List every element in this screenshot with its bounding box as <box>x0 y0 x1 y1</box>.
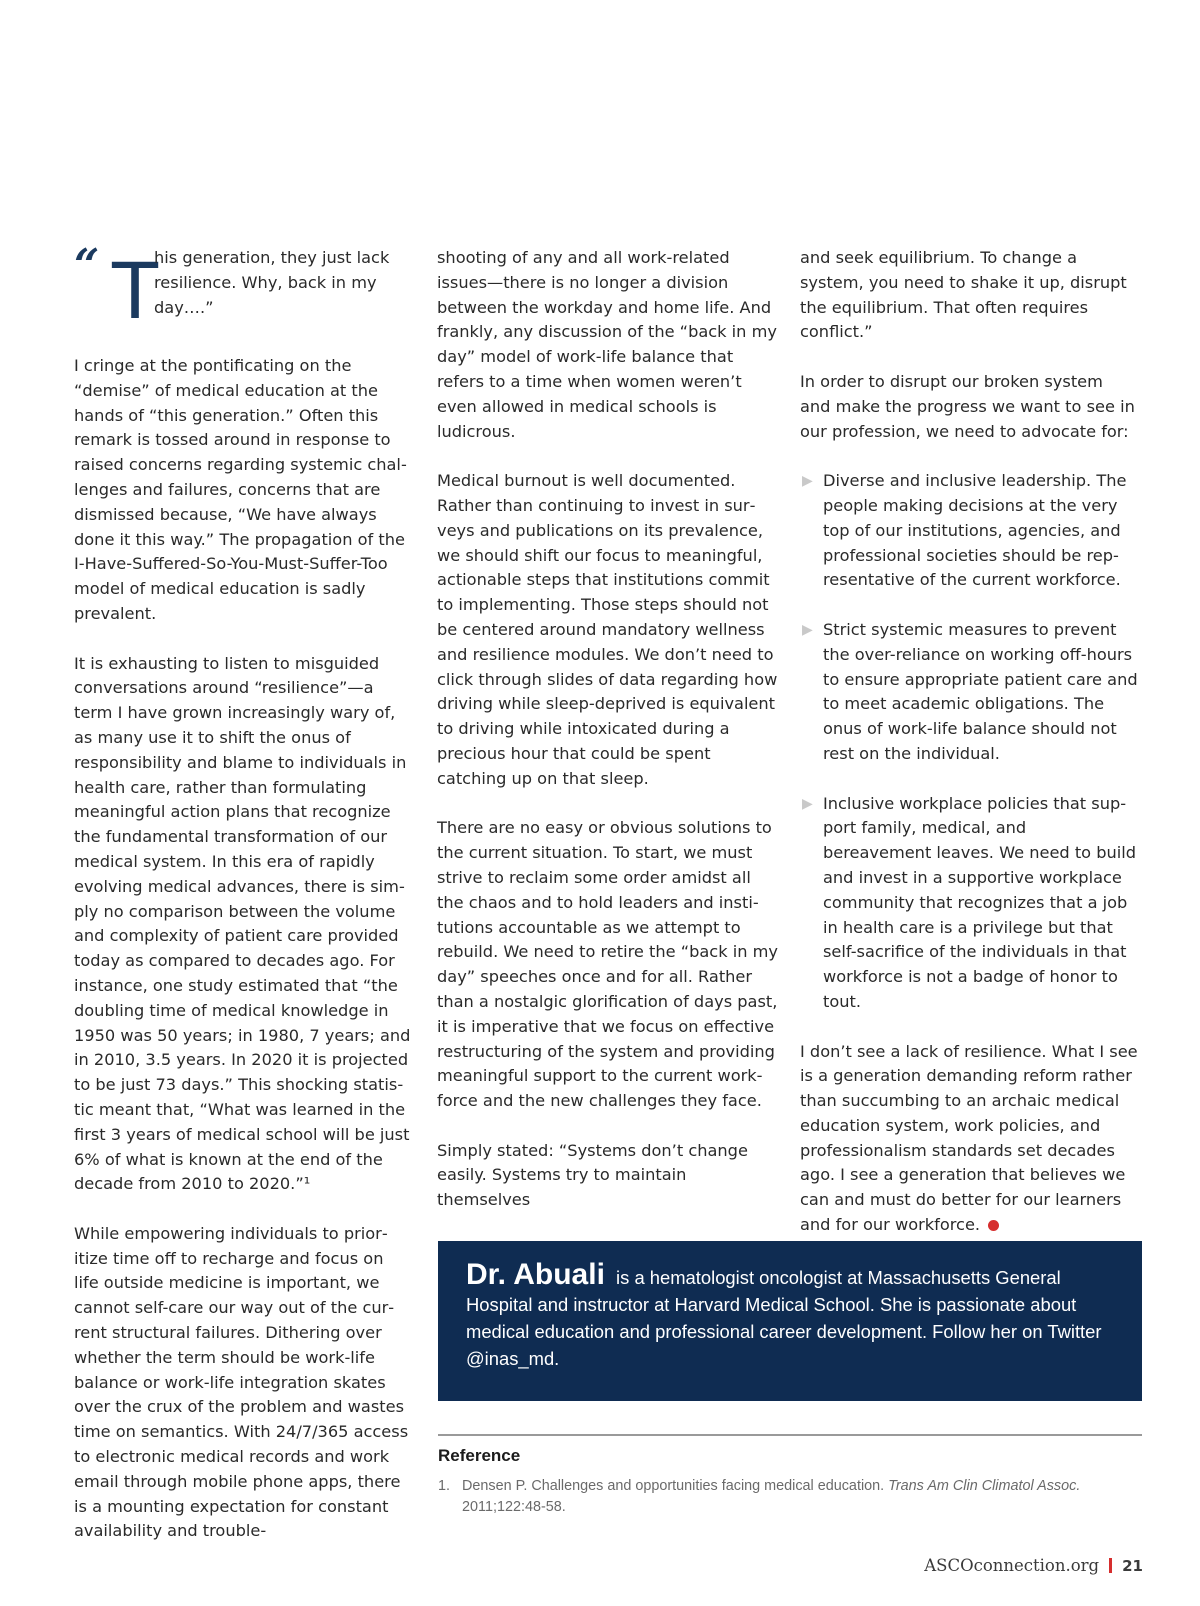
footer-site: ASCOconnection.org <box>924 1556 1100 1575</box>
triangle-right-icon: ▶ <box>802 473 813 490</box>
dropcap-letter: T <box>110 245 161 336</box>
author-name: Dr. Abuali <box>466 1258 605 1291</box>
closing-text: I don’t see a lack of resilience. What I see is a generation demanding reform rather than succumbing to an archaic medical education system, work policies, and professionalism standards set decades ago. I see a generation that believes we can and must do better for our learners and for our workforce. <box>800 1041 1138 1235</box>
paragraph: Medical burnout is well documented. Rather than continuing to invest in surveys and publications on its prevalence, we should shift our focus to meaningful, actionable steps that institutions commit to implementing. Those steps should not be centered around mandatory wellness and resilience modules. We don’t need to click through slides of data regarding how driving while sleep-deprived is equivalent to driving while intoxicated during a precious hour that could be spent catching up on that sleep. <box>437 471 778 788</box>
page-footer <box>924 1556 1143 1575</box>
reference-list <box>438 1476 1142 1518</box>
reference-heading: Reference <box>438 1446 521 1465</box>
red-dot-icon <box>988 1220 999 1231</box>
paragraph: In order to disrupt our broken system and make the progress we want to see in our profession, we need to advocate for: <box>800 371 1135 441</box>
reference-number: 1. <box>438 1478 451 1494</box>
footer-divider <box>1109 1558 1112 1573</box>
paragraph: shooting of any and all work-related issues—there is no longer a division between the workday and home life. And frankly, any discussion of the “back in my day” model of work-life balance that refers to a time when women weren’t even allowed in medical schools is ludicrous. <box>437 248 777 441</box>
paragraph: Simply stated: “Systems don’t change easily. Systems try to maintain themselves <box>437 1140 748 1210</box>
triangle-right-icon: ▶ <box>802 795 813 812</box>
paragraph: I cringe at the pontificating on the “demise” of medical education at the hands of “this generation.” Often this remark is tossed around in response to raised concerns regarding systemic challenges and failures, concerns that are dismissed because, “We have always done it this way.” The propagation of the I-Have-Suffered-So-You-Must-Suffer-Too model of medical education is sadly prevalent. <box>74 356 407 623</box>
author-bio-box <box>438 1241 1142 1401</box>
author-bio-text: is a hematologist oncologist at Massachusetts General Hospital and instructor at Harvard Medical School. She is passionate about medical education and professional career development. Follow her on Twitter @inas_md. <box>466 1267 1102 1369</box>
triangle-right-icon: ▶ <box>802 621 813 638</box>
list-item <box>800 469 1138 593</box>
reference-text: Densen P. Challenges and opportunities facing medical education. <box>462 1478 885 1494</box>
article-column-3 <box>800 246 1138 1238</box>
paragraph: It is exhausting to listen to misguided conversations around “resilience”—a term I have grown increasingly wary of, as many use it to shift the onus of responsibility and blame to individuals in health care, rather than formulating meaningful action plans that recognize the fundamental transformation of our medical system. In this era of rapidly evolving medical advances, there is simply no comparison between the volume and complexity of patient care provided today as compared to decades ago. For instance, one study estimated that “the doubling time of medical knowledge in 1950 was 50 years; in 1980, 7 years; and in 2010, 3.5 years. In 2020 it is projected to be just 73 days.” This shocking statistic meant that, “What was learned in the first 3 years of medical school will be just 6% of what is known at the end of the decade from 2010 to 2020.”¹ <box>74 653 411 1194</box>
closing-paragraph <box>800 1040 1138 1238</box>
reference-citation: 2011;122:48-58. <box>462 1499 566 1515</box>
dropcap-block <box>74 240 411 336</box>
page-number: 21 <box>1122 1557 1143 1575</box>
paragraph: There are no easy or obvious solutions to the current situation. To start, we must strive to reclaim some order amidst all the chaos and to hold leaders and institutions accountable as we attempt to rebuild. We need to retire the “back in my day” speeches once and for all. Rather than a nostalgic glorification of days past, it is imperative that we focus on effective restructuring of the system and providing meaningful support to the current workforce and the new challenges they face. <box>437 818 778 1111</box>
list-item-text: Inclusive workplace policies that support family, medical, and bereavement leaves. We need to build and invest in a supportive workplace community that recognizes that a job in health care is a privilege but that self-sacrifice of the individuals in that workforce is not a badge of honor to tout. <box>823 793 1137 1011</box>
reference-item <box>438 1476 1142 1518</box>
dropcap-quote-mark: “ <box>74 240 100 291</box>
list-item-text: Strict systemic measures to prevent the over-reliance on working off-hours to ensure appropriate patient care and to meet academic obligations. The onus of work-life balance should not rest on the individual. <box>823 619 1138 763</box>
reference-journal: Trans Am Clin Climatol Assoc. <box>888 1478 1081 1494</box>
list-item <box>800 792 1138 1015</box>
list-item <box>800 618 1138 767</box>
paragraph: While empowering individuals to prioritize time off to recharge and focus on life outside medicine is important, we cannot self-care our way out of the current structural failures. Dithering over whether the term should be work-life balance or work-life integration skates over the crux of the problem and wastes time on semantics. With 24/7/365 access to electronic medical records and work email through mobile phone apps, there is a mounting expectation for constant availability and trouble- <box>74 1223 409 1541</box>
list-item-text: Diverse and inclusive leadership. The people making decisions at the very top of our institutions, agencies, and professional societies should be representative of the current workforce. <box>823 471 1127 590</box>
reference-divider <box>438 1434 1142 1436</box>
article-column-2 <box>437 246 779 1213</box>
advocacy-list <box>800 469 1138 1015</box>
paragraph: and seek equilibrium. To change a system, you need to shake it up, disrupt the equilibrium. That often requires conflict.” <box>800 248 1127 342</box>
dropcap-text: his generation, they just lack resilience. Why, back in my day….” <box>154 248 390 317</box>
article-column-1 <box>74 240 411 1544</box>
